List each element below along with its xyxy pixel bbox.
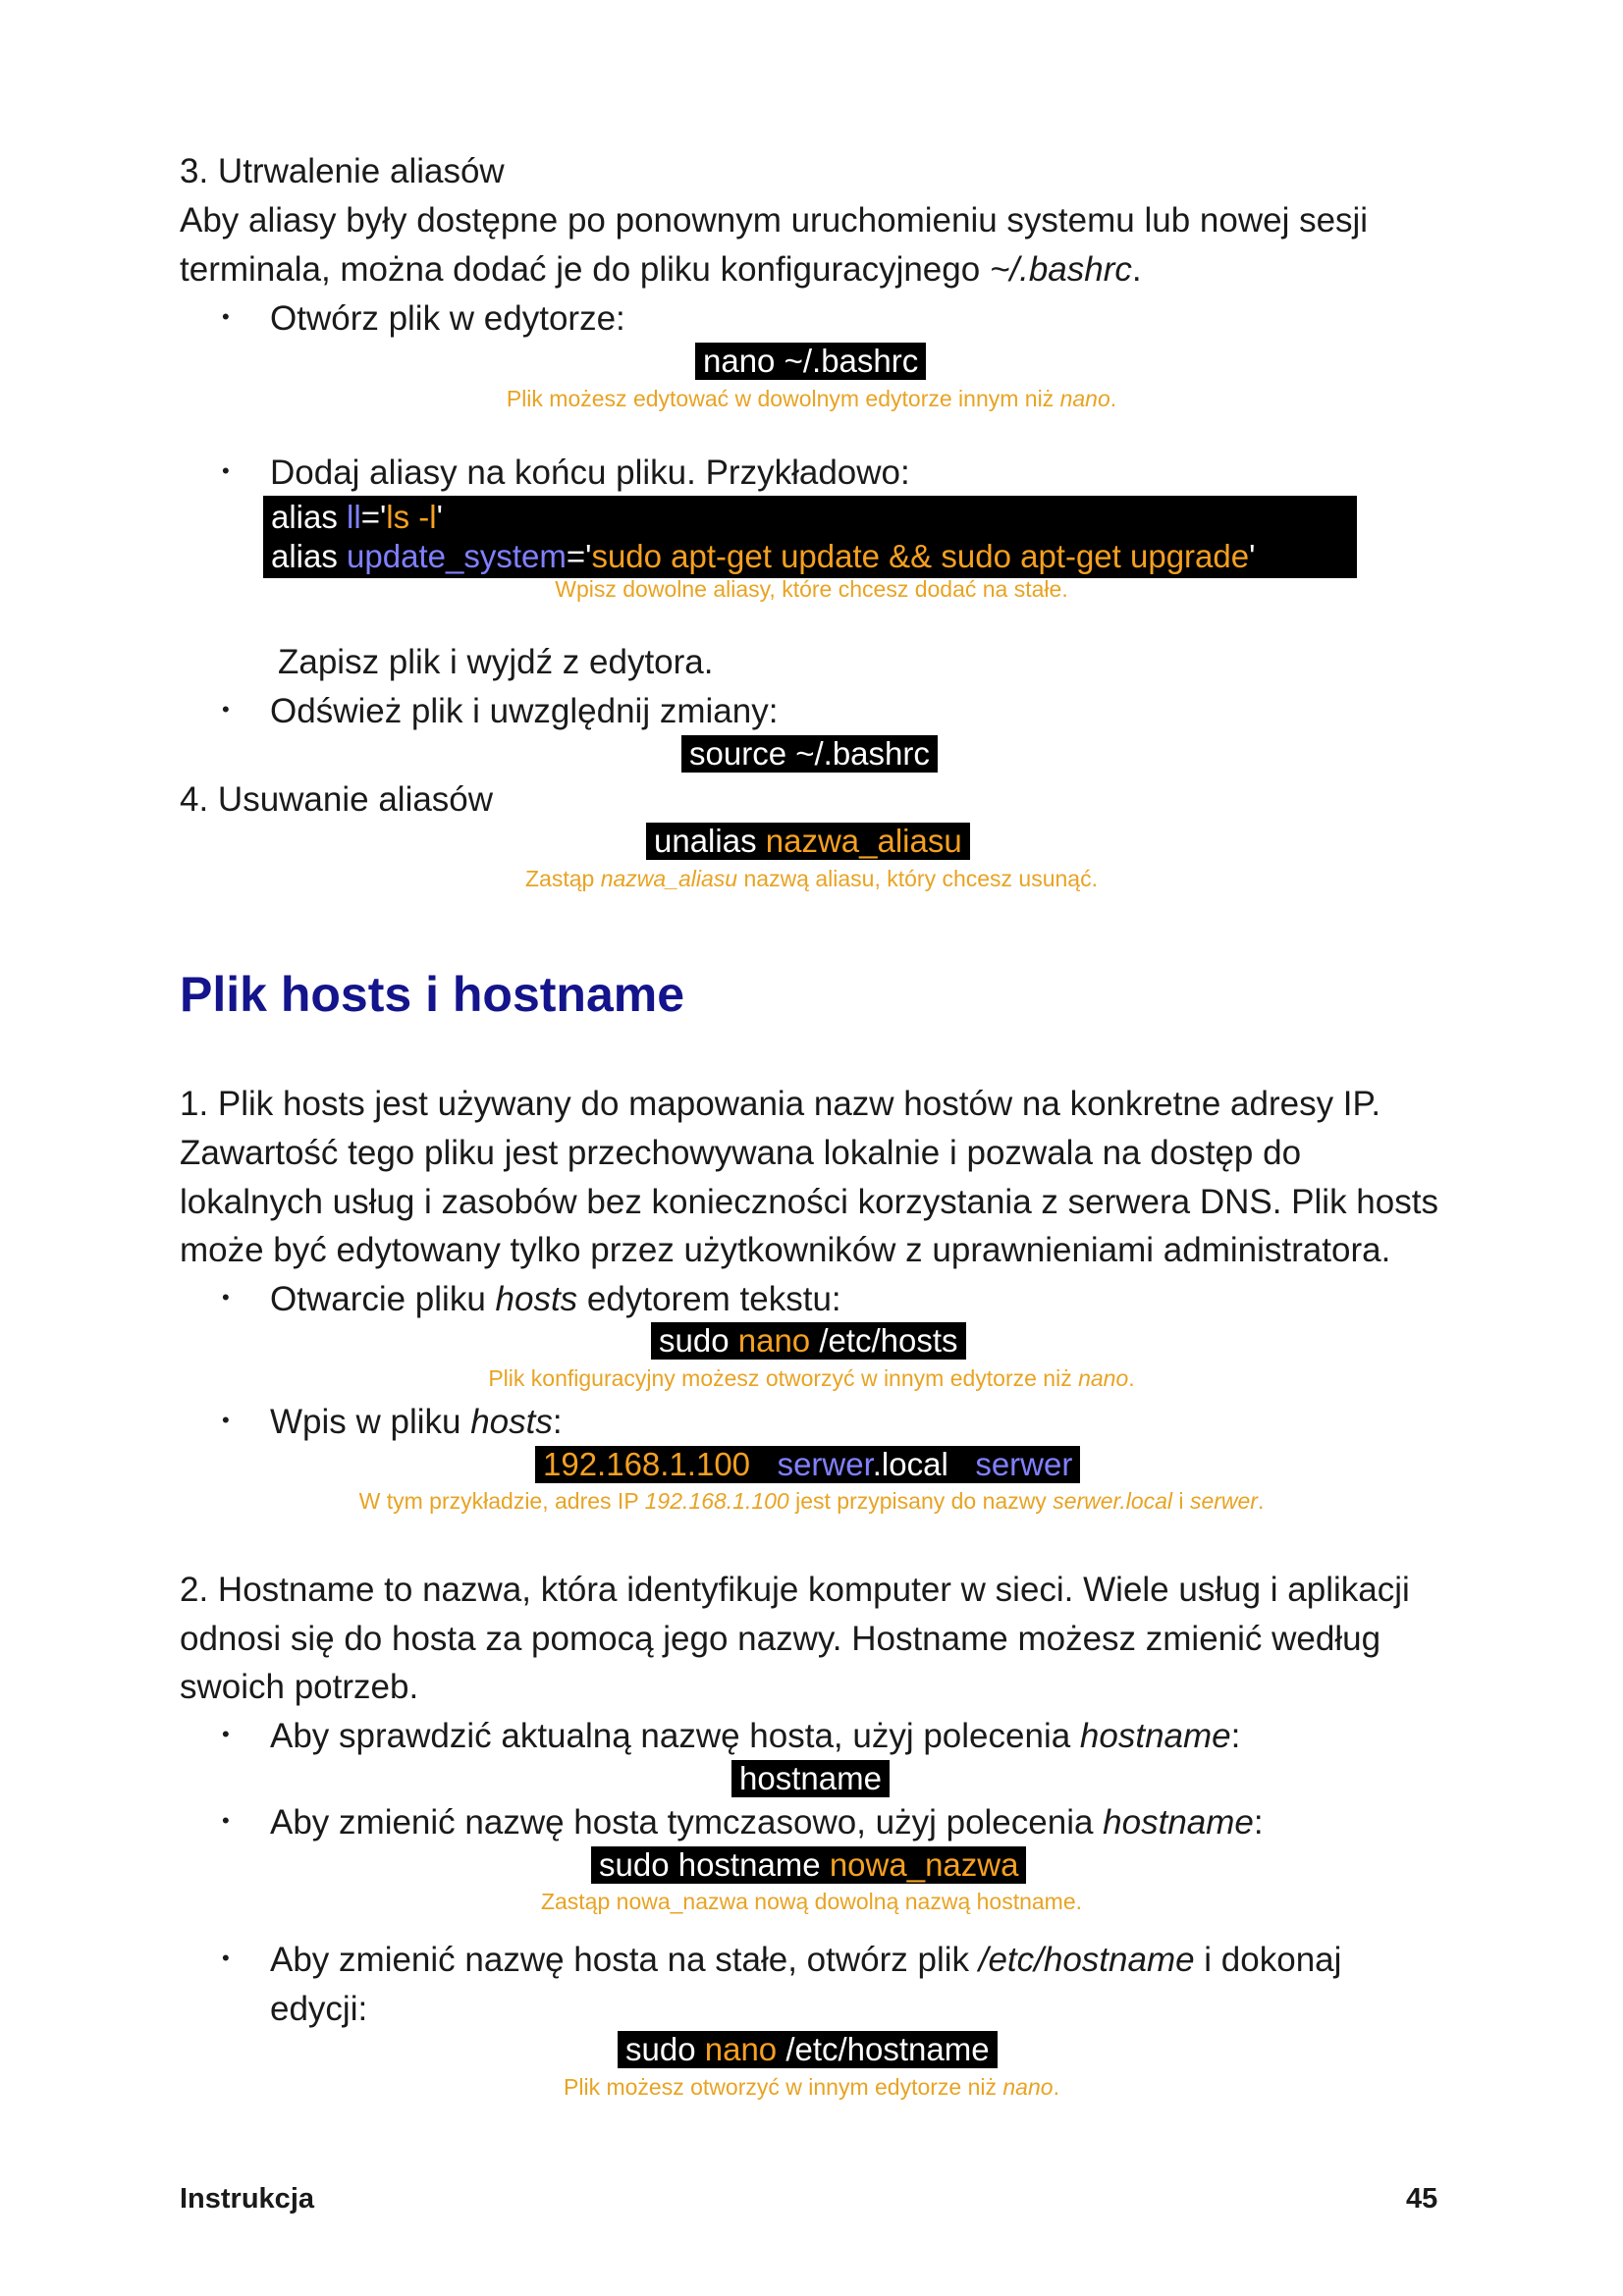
- note: Plik konfiguracyjny możesz otworzyć w innym edytorze niż nano.: [488, 1365, 1135, 1391]
- bullet-icon: •: [222, 458, 230, 483]
- paragraph-line: 1. Plik hosts jest używany do mapowania nazw hostów na konkretne adresy IP.: [180, 1085, 1381, 1123]
- bullet-icon: •: [222, 1808, 230, 1833]
- code-block-hosts-entry: 192.168.1.100 serwer.local serwer: [535, 1446, 1080, 1483]
- note: Zastąp nowa_nazwa nową dowolną nazwą hostname.: [540, 1889, 1083, 1914]
- code-block: nano ~/.bashrc: [695, 343, 926, 380]
- code-block: hostname: [731, 1760, 890, 1797]
- footer-label: Instrukcja: [180, 2183, 314, 2215]
- paragraph-line: odnosi się do hosta za pomocą jego nazwy. Hostname możesz zmienić według: [180, 1620, 1381, 1658]
- paragraph-line: lokalnych usług i zasobów bez konieczności korzystania z serwera DNS. Plik hosts: [180, 1183, 1438, 1221]
- bullet-icon: •: [222, 1408, 230, 1432]
- bullet-text: Wpis w pliku hosts:: [270, 1403, 563, 1441]
- code-block: source ~/.bashrc: [681, 735, 938, 773]
- note: Zastąp nazwa_aliasu nazwą aliasu, który chcesz usunąć.: [525, 866, 1098, 891]
- bullet-text: Aby sprawdzić aktualną nazwę hosta, użyj polecenia hostname:: [270, 1717, 1241, 1755]
- bullet-text: Aby zmienić nazwę hosta na stałe, otwórz plik /etc/hostname i dokonaj: [270, 1941, 1342, 1979]
- code-line: alias ll='ls -l': [271, 499, 443, 535]
- section-title: 4. Usuwanie aliasów: [180, 780, 494, 819]
- note: Plik możesz edytować w dowolnym edytorze innym niż nano.: [506, 386, 1117, 411]
- code-block: unalias nazwa_aliasu: [646, 823, 970, 860]
- bullet-icon: •: [222, 1722, 230, 1746]
- section-title: 3. Utrwalenie aliasów: [180, 152, 505, 190]
- bullet-icon: •: [222, 1946, 230, 1970]
- section-heading: Plik hosts i hostname: [180, 967, 685, 1022]
- page-number: 45: [1406, 2183, 1438, 2215]
- paragraph-line: swoich potrzeb.: [180, 1668, 419, 1706]
- bullet-icon: •: [222, 1285, 230, 1309]
- bullet-text: Otwarcie pliku hosts edytorem tekstu:: [270, 1280, 841, 1318]
- paragraph-line: Aby aliasy były dostępne po ponownym uruchomieniu systemu lub nowej sesji: [180, 201, 1369, 240]
- bullet-text-continuation: edycji:: [270, 1990, 368, 2028]
- note: W tym przykładzie, adres IP 192.168.1.100 jest przypisany do nazwy serwer.local i serwer.: [358, 1488, 1265, 1514]
- bullet-icon: •: [222, 697, 230, 721]
- code-block: sudo hostname nowa_nazwa: [591, 1846, 1026, 1884]
- bullet-text: Aby zmienić nazwę hosta tymczasowo, użyj polecenia hostname:: [270, 1803, 1264, 1842]
- paragraph-line: 2. Hostname to nazwa, która identyfikuje komputer w sieci. Wiele usług i aplikacji: [180, 1571, 1410, 1609]
- bullet-text: Otwórz plik w edytorze:: [270, 299, 625, 338]
- code-line: alias update_system='sudo apt-get update && sudo apt-get upgrade': [271, 538, 1256, 574]
- bullet-text: Dodaj aliasy na końcu pliku. Przykładowo:: [270, 454, 910, 492]
- note: Wpisz dowolne aliasy, które chcesz dodać na stałe.: [555, 576, 1068, 602]
- bullet-text: Odśwież plik i uwzględnij zmiany:: [270, 692, 779, 730]
- code-block: sudo nano /etc/hostname: [618, 2031, 998, 2068]
- paragraph-line: terminala, można dodać je do pliku konfiguracyjnego ~/.bashrc.: [180, 250, 1142, 289]
- code-block: sudo nano /etc/hosts: [651, 1322, 966, 1360]
- paragraph-line: może być edytowany tylko przez użytkowników z uprawnieniami administratora.: [180, 1231, 1391, 1269]
- bullet-icon: •: [222, 304, 230, 329]
- code-block-aliases: [263, 496, 1357, 578]
- paragraph-line: Zapisz plik i wyjdź z edytora.: [278, 643, 714, 681]
- note: Plik możesz otworzyć w innym edytorze niż nano.: [564, 2074, 1059, 2100]
- paragraph-line: Zawartość tego pliku jest przechowywana lokalnie i pozwala na dostęp do: [180, 1134, 1302, 1172]
